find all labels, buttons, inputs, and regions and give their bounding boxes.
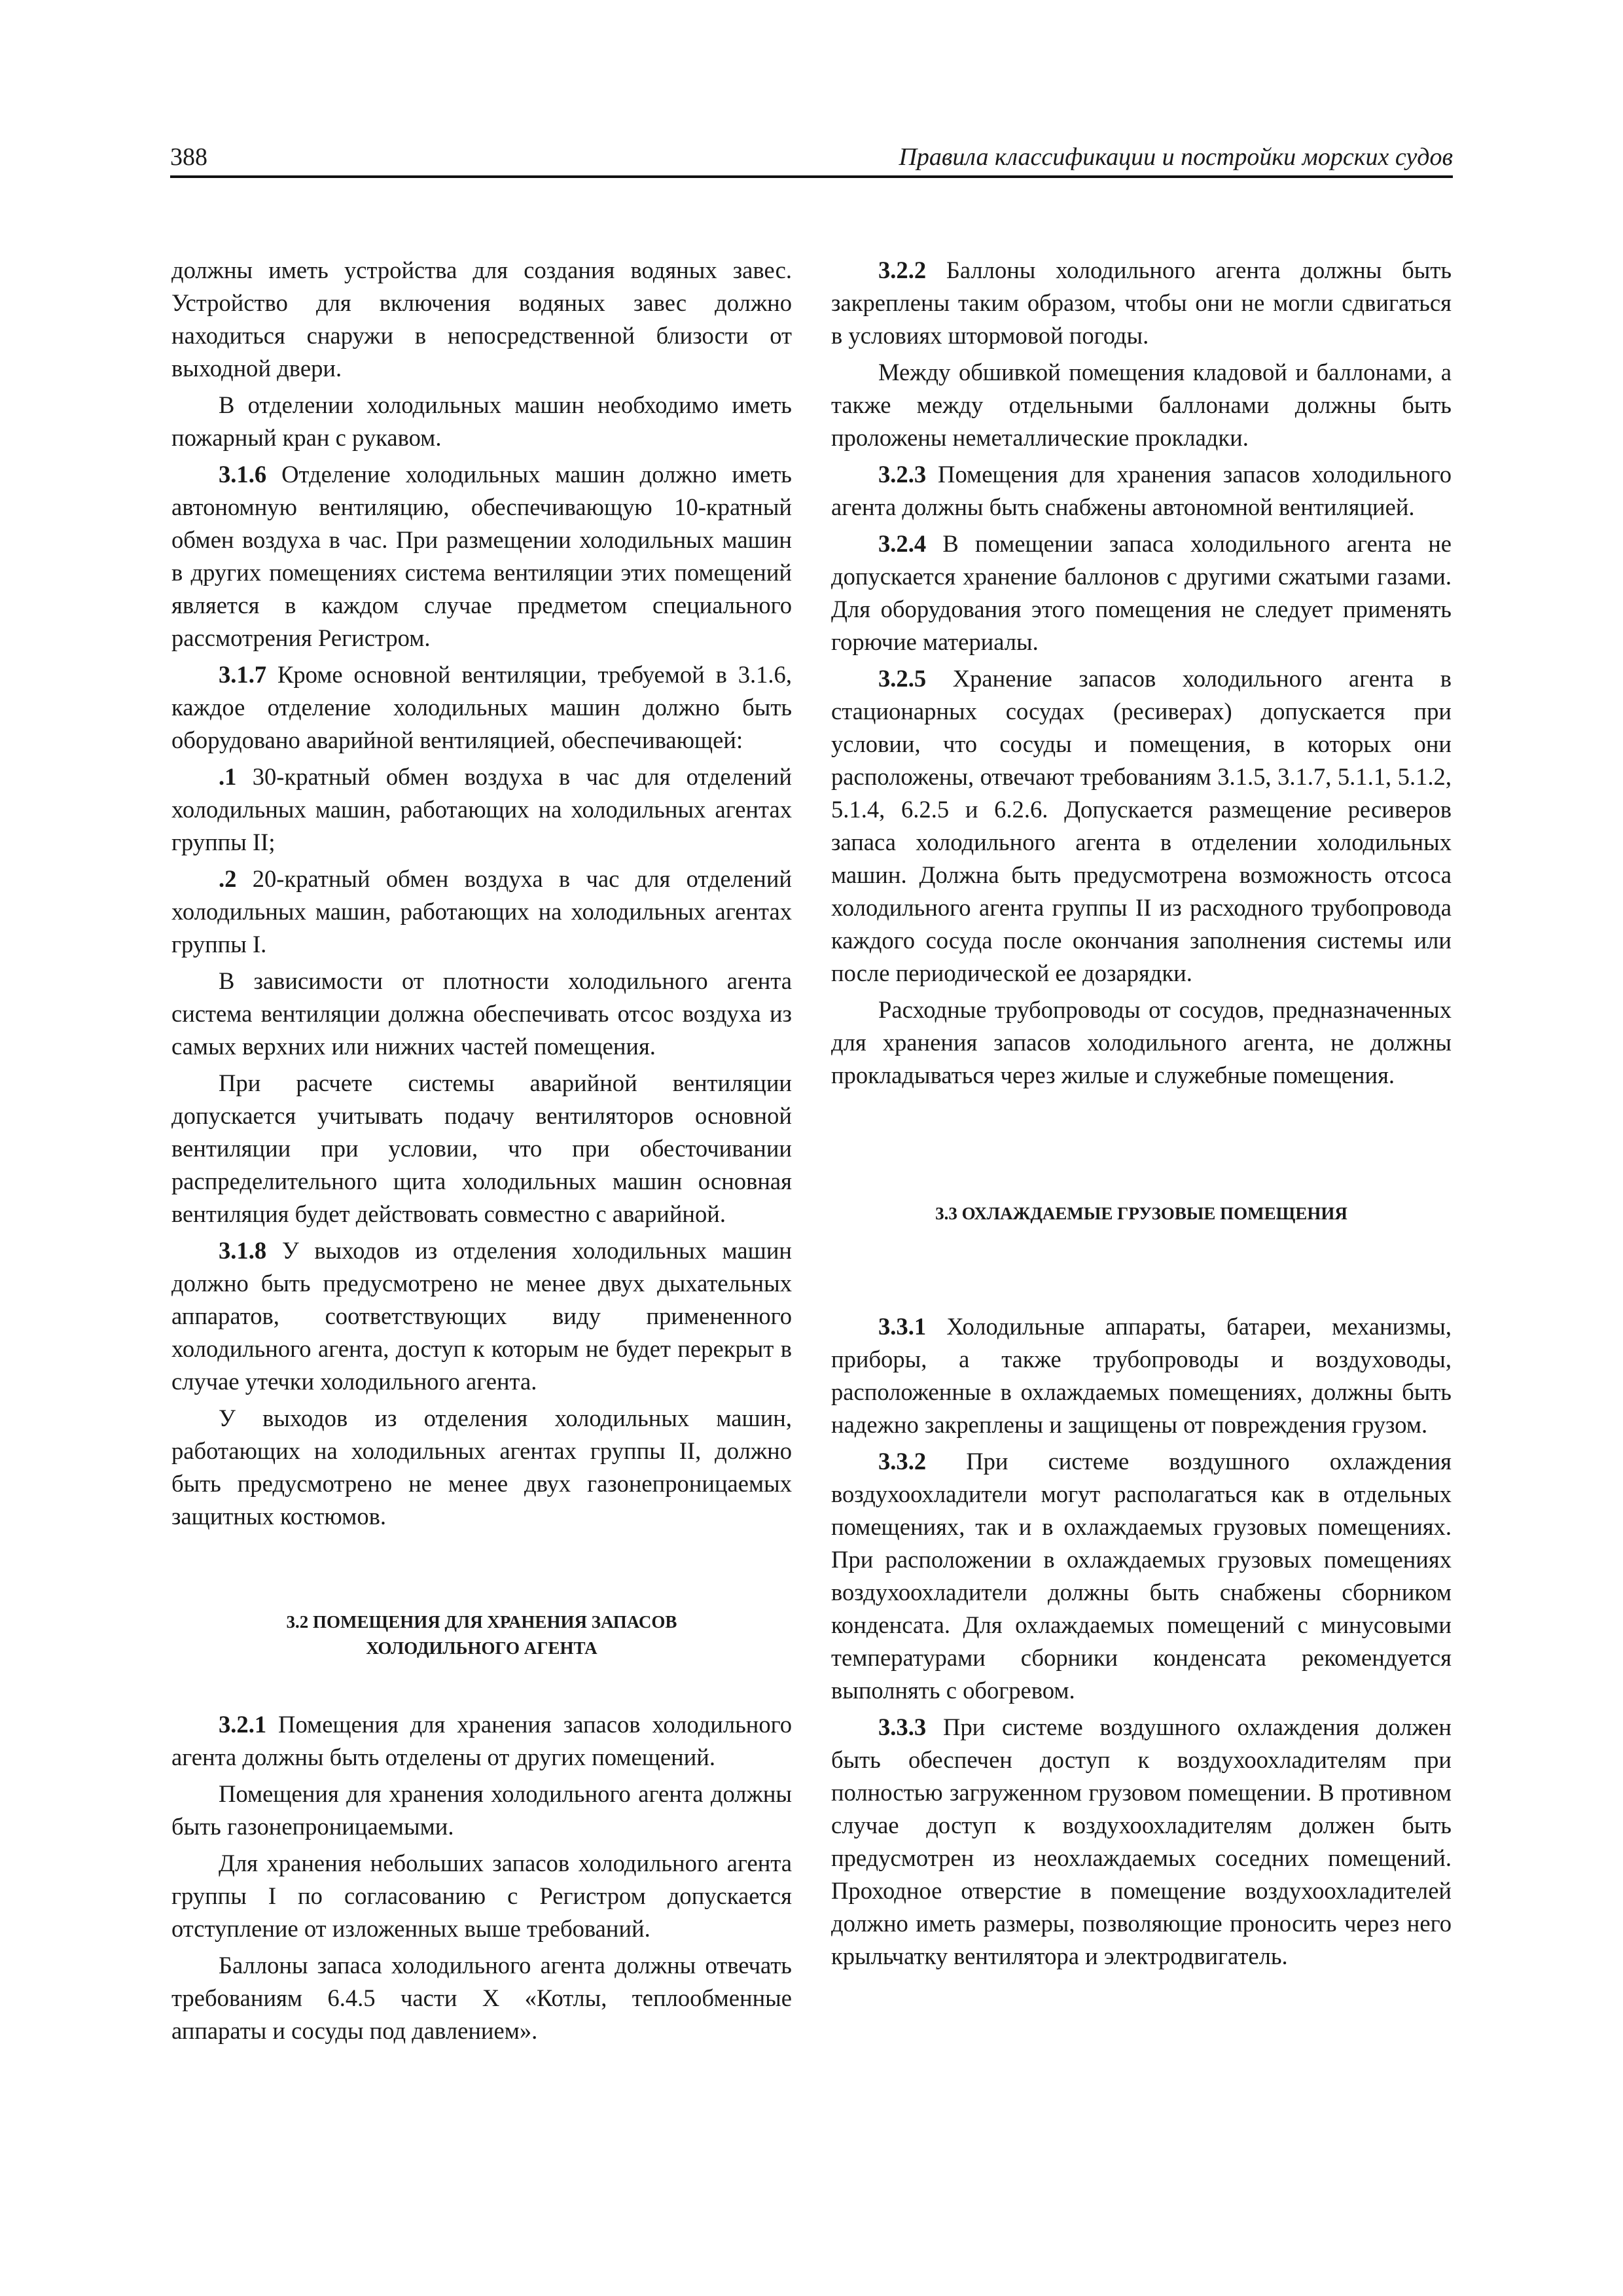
item-number: .2: [219, 865, 237, 892]
clause-number: 3.1.7: [219, 661, 267, 688]
paragraph: [171, 1708, 792, 1774]
paragraph: [831, 528, 1452, 658]
page-header: [170, 137, 1453, 174]
clause-number: 3.3.2: [878, 1448, 927, 1475]
clause-number: 3.3.3: [878, 1713, 927, 1740]
section-heading-line: 3.3 ОХЛАЖДАЕМЫЕ ГРУЗОВЫЕ ПОМЕЩЕНИЯ: [935, 1204, 1347, 1223]
item-number: .1: [219, 763, 237, 790]
paragraph: [171, 458, 792, 655]
clause-text: При системе воздушного охлаждения воздухоохладители могут располагаться как в отдельных помещениях, так и в охлаждаемых грузовых помещениях. При расположении в охлаждаемых грузовых помещениях воздухоохладители должны быть снабжены сборником конденсата. Для охлаждаемых помещений с минусовыми температурами сборники конденсата рекомендуется выполнять с обогревом.: [831, 1448, 1452, 1704]
spacer: [831, 1096, 1452, 1200]
paragraph: Баллоны запаса холодильного агента должны отвечать требованиям 6.4.5 части X «Котлы, теплообменные аппараты и сосуды под давлением».: [171, 1952, 792, 2044]
paragraph: У выходов из отделения холодильных машин, работающих на холодильных агентах группы II, должно быть предусмотрено не менее двух газонепроницаемых защитных костюмов.: [171, 1405, 792, 1530]
item-text: 30-кратный обмен воздуха в час для отделений холодильных машин, работающих на холодильных агентах группы II;: [171, 763, 792, 855]
clause-number: 3.1.6: [219, 461, 267, 488]
paragraph: [171, 658, 792, 757]
paragraph: [171, 1234, 792, 1398]
header-rule: [170, 175, 1453, 178]
clause-text: Помещения для хранения запасов холодильного агента должны быть снабжены автономной вентиляцией.: [831, 461, 1452, 520]
clause-text: При системе воздушного охлаждения должен быть обеспечен доступ к воздухоохладителям при полностью загруженном грузовом помещении. В противном случае доступ к воздухоохладителям должен быть предусмотрен из неохлаждаемых соседних помещений. Проходное отверстие в помещение воздухоохладителей должно иметь размеры, позволяющие проносить через него крыльчатку вентилятора и электродвигатель.: [831, 1713, 1452, 1969]
paragraph: [831, 1711, 1452, 1973]
paragraph: [831, 458, 1452, 524]
item-text: 20-кратный обмен воздуха в час для отделений холодильных машин, работающих на холодильных агентах группы I.: [171, 865, 792, 958]
right-column: [831, 254, 1452, 1977]
clause-text: В помещении запаса холодильного агента не допускается хранение баллонов с другими сжатыми газами. Для оборудования этого помещения не следует применять горючие материалы.: [831, 530, 1452, 655]
section-heading-line: 3.2 ПОМЕЩЕНИЯ ДЛЯ ХРАНЕНИЯ ЗАПАСОВ: [286, 1612, 677, 1632]
clause-text: У выходов из отделения холодильных машин должно быть предусмотрено не менее двух дыхательных аппаратов, соответствующих виду примененного холодильного агента, доступ к которым не будет перекрыт в случае утечки холодильного агента.: [171, 1237, 792, 1395]
paragraph: [831, 1445, 1452, 1707]
spacer: [171, 1661, 792, 1708]
clause-number: 3.2.2: [878, 257, 927, 283]
paragraph: Расходные трубопроводы от сосудов, предназначенных для хранения запасов холодильного агента, не должны прокладываться через жилые и служебные помещения.: [831, 996, 1452, 1088]
clause-number: 3.2.5: [878, 665, 927, 692]
paragraph: должны иметь устройства для создания водяных завес. Устройство для включения водяных завес должно находиться снаружи в непосредственной близости от выходной двери.: [171, 257, 792, 382]
section-heading-3-3: [831, 1200, 1452, 1227]
spacer: [171, 1537, 792, 1609]
clause-text: Холодильные аппараты, батареи, механизмы, приборы, а также трубопроводы и воздуховоды, расположенные в охлаждаемых помещениях, должны быть надежно закреплены и защищены от повреждения грузом.: [831, 1313, 1452, 1438]
section-heading-line: ХОЛОДИЛЬНОГО АГЕНТА: [366, 1638, 597, 1658]
paragraph: [831, 1310, 1452, 1441]
section-heading-3-2: [171, 1609, 792, 1661]
paragraph: Между обшивкой помещения кладовой и баллонами, а также между отдельными баллонами должны быть проложены неметаллические прокладки.: [831, 359, 1452, 451]
paragraph: [831, 662, 1452, 990]
paragraph: Для хранения небольших запасов холодильного агента группы I по согласованию с Регистром допускается отступление от изложенных выше требований.: [171, 1850, 792, 1942]
clause-text: Отделение холодильных машин должно иметь автономную вентиляцию, обеспечивающую 10-кратный обмен воздуха в час. При размещении холодильных машин в других помещениях система вентиляции этих помещений является в каждом случае предметом специального рассмотрения Регистром.: [171, 461, 792, 651]
clause-number: 3.2.4: [878, 530, 927, 557]
paragraph: [831, 254, 1452, 352]
page-number: 388: [170, 143, 207, 171]
clause-text: Кроме основной вентиляции, требуемой в 3.1.6, каждое отделение холодильных машин должно быть оборудовано аварийной вентиляцией, обеспечивающей:: [171, 661, 792, 753]
paragraph: [171, 863, 792, 961]
running-title: Правила классификации и постройки морских судов: [899, 143, 1453, 171]
clause-text: Помещения для хранения запасов холодильного агента должны быть отделены от других помещений.: [171, 1711, 792, 1770]
paragraph: [171, 761, 792, 859]
paragraph: Помещения для хранения холодильного агента должны быть газонепроницаемыми.: [171, 1780, 792, 1840]
spacer: [831, 1227, 1452, 1310]
clause-number: 3.1.8: [219, 1237, 267, 1264]
clause-number: 3.3.1: [878, 1313, 927, 1340]
clause-text: Хранение запасов холодильного агента в стационарных сосудах (ресиверах) допускается при условии, что сосуды и помещения, в которых они расположены, отвечают требованиям 3.1.5, 3.1.7, 5.1.1, 5.1.2, 5.1.4, 6.2.5 и 6.2.6. Допускается размещение ресиверов запаса холодильного агента в отделении холодильных машин. Должна быть предусмотрена возможность отсоса холодильного агента группы II из расходного трубопровода каждого сосуда после окончания заполнения системы или после периодической ее дозарядки.: [831, 665, 1452, 986]
paragraph: В отделении холодильных машин необходимо иметь пожарный кран с рукавом.: [171, 391, 792, 451]
clause-number: 3.2.1: [219, 1711, 267, 1738]
left-column: [171, 254, 792, 2051]
paragraph: При расчете системы аварийной вентиляции допускается учитывать подачу вентиляторов основной вентиляции при условии, что при обесточивании распределительного щита холодильных машин основная вентиляция будет действовать совместно с аварийной.: [171, 1069, 792, 1227]
clause-text: Баллоны холодильного агента должны быть закреплены таким образом, чтобы они не могли сдвигаться в условиях штормовой погоды.: [831, 257, 1452, 349]
clause-number: 3.2.3: [878, 461, 927, 488]
paragraph: В зависимости от плотности холодильного агента система вентиляции должна обеспечивать отсос воздуха из самых верхних или нижних частей помещения.: [171, 967, 792, 1060]
